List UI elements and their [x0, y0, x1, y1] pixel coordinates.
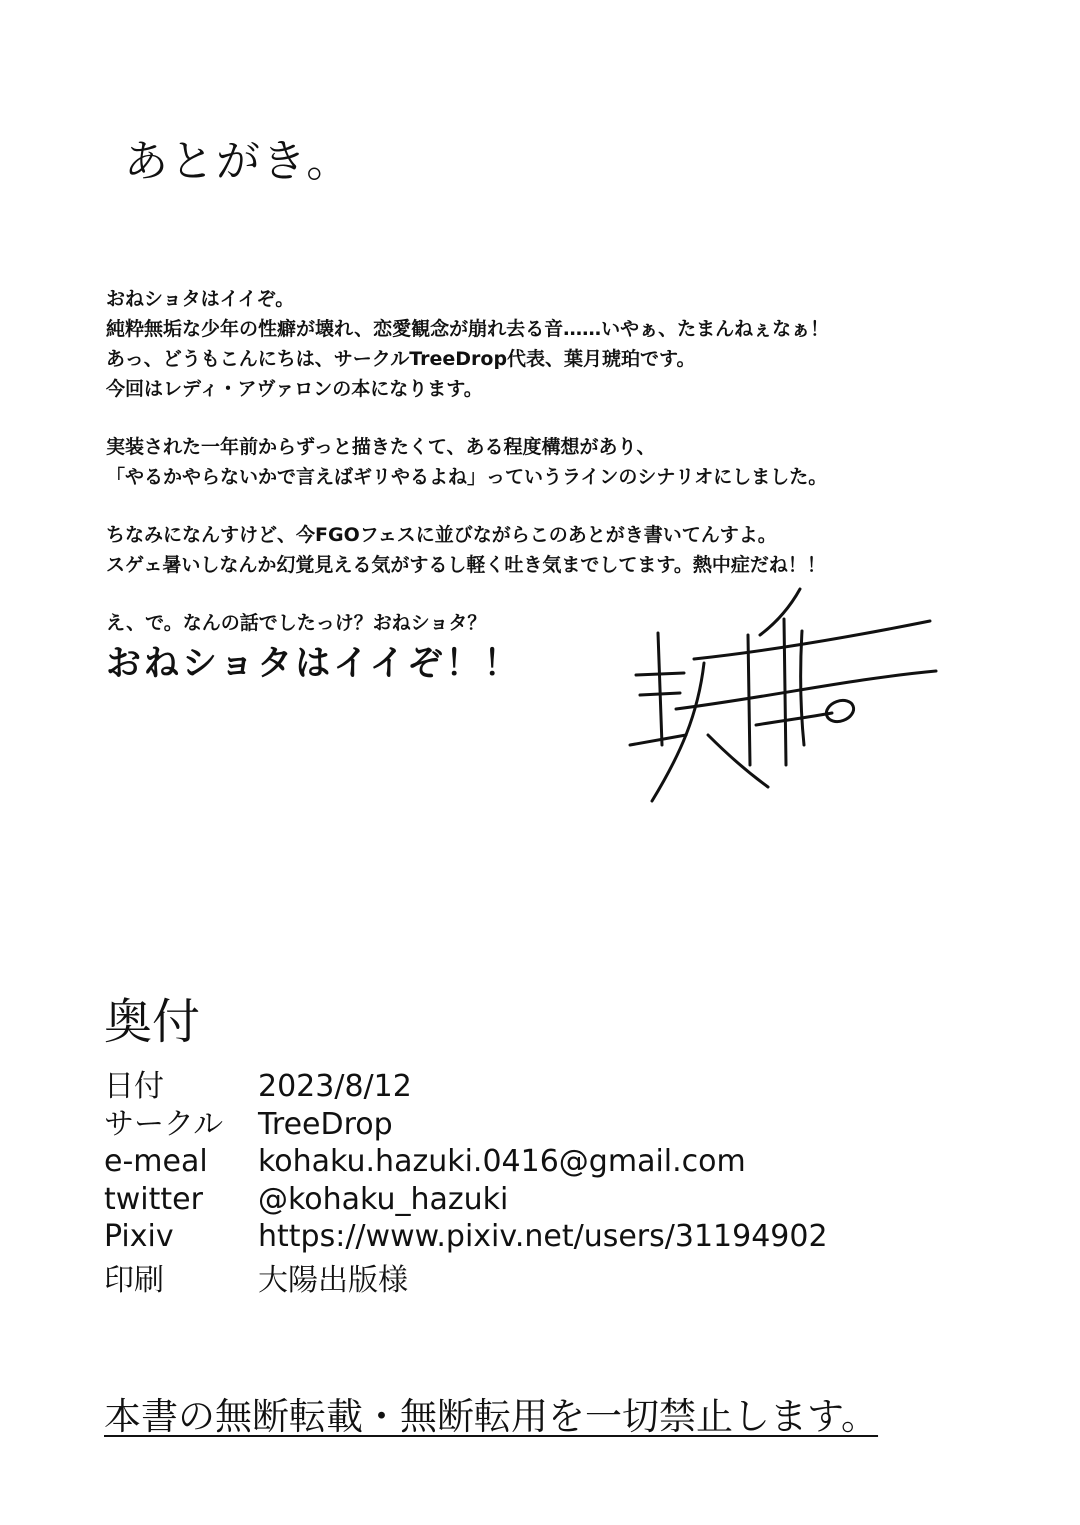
afterword-line: え、で。なんの話でしたっけ？おねショタ？	[106, 612, 487, 634]
colophon-value: TreeDrop	[258, 1106, 393, 1142]
colophon-value: 大陽出版様	[258, 1262, 408, 1298]
copyright-notice: 本書の無断転載・無断転用を一切禁止します。	[104, 1395, 879, 1438]
colophon-row-pixiv	[104, 1218, 828, 1256]
colophon-label: e-meal	[104, 1144, 208, 1179]
afterword-closing: おねショタはイイぞ！！	[106, 644, 522, 684]
colophon-row-email	[104, 1143, 828, 1181]
colophon-title: 奥付	[104, 994, 201, 1050]
handwritten-signature	[600, 575, 950, 815]
colophon-row-circle	[104, 1106, 828, 1144]
afterword-line: ちなみになんすけど、今FGOフェスに並びながらこのあとがき書いてんすよ。	[106, 524, 777, 546]
colophon-label: サークル	[104, 1106, 224, 1142]
afterword-line: スゲェ暑いしなんか幻覚見える気がするし軽く吐き気までしてます。熱中症だね！！	[106, 554, 826, 576]
colophon-label: 日付	[104, 1069, 164, 1104]
afterword-line: 今回はレディ・アヴァロンの本になります。	[106, 378, 483, 400]
colophon-info	[104, 1068, 828, 1299]
paragraph-gap	[106, 404, 1006, 432]
colophon-label: Pixiv	[104, 1219, 174, 1254]
afterword-line: おねショタはイイぞ。	[106, 288, 295, 310]
colophon-value: kohaku.hazuki.0416@gmail.com	[258, 1144, 746, 1179]
colophon-value: 2023/8/12	[258, 1069, 412, 1104]
colophon-row-date	[104, 1068, 828, 1106]
colophon-label: 印刷	[104, 1262, 164, 1298]
afterword-line: 実装された一年前からずっと描きたくて、ある程度構想があり、	[106, 436, 656, 458]
afterword-line: 純粋無垢な少年の性癖が壊れ、恋愛観念が崩れ去る音……いやぁ、たまんねぇなぁ！	[106, 318, 830, 340]
colophon-value: https://www.pixiv.net/users/31194902	[258, 1219, 828, 1254]
colophon-row-printer	[104, 1262, 828, 1300]
colophon-label: twitter	[104, 1181, 203, 1217]
afterword-line: 「やるかやらないかで言えばギリやるよね」っていうラインのシナリオにしました。	[106, 466, 828, 488]
afterword-heading: あとがき。	[124, 136, 353, 187]
colophon-value: @kohaku_hazuki	[258, 1181, 509, 1217]
afterword-line: あっ、どうもこんにちは、サークルTreeDrop代表、葉月琥珀です。	[106, 348, 696, 370]
colophon-row-twitter	[104, 1181, 828, 1219]
paragraph-gap	[106, 492, 1006, 520]
